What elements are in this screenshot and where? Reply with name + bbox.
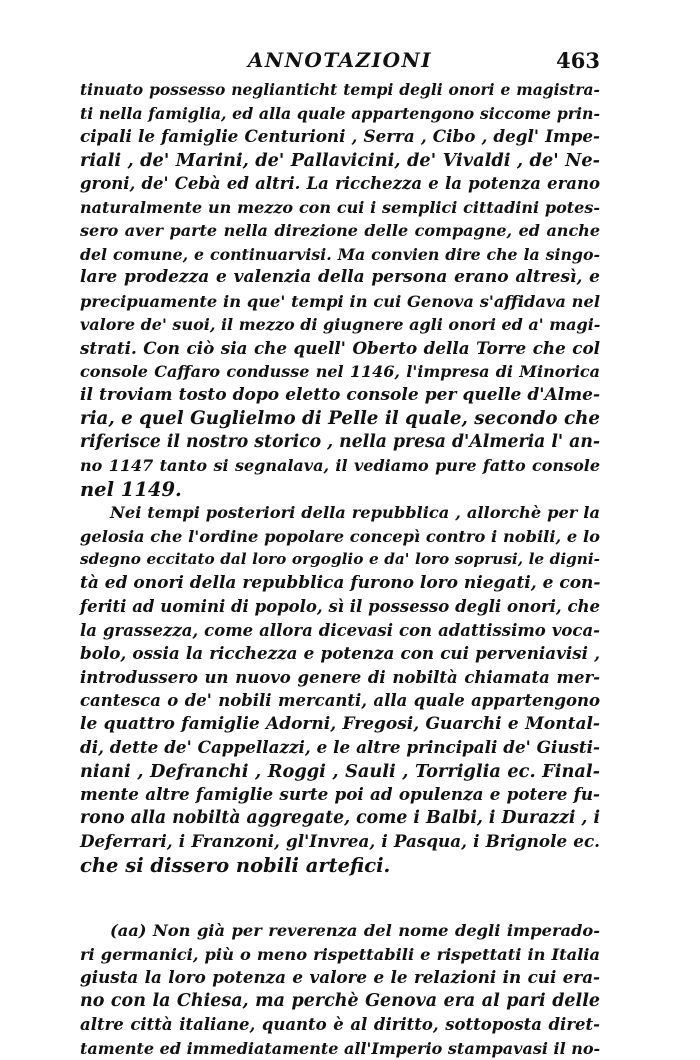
text-line: altre città italiane, quanto è al diritto, sottoposta diret- bbox=[80, 1013, 600, 1037]
annotation-aa bbox=[80, 919, 600, 1060]
text-line: il troviam tosto dopo eletto console per quelle d'Alme- bbox=[80, 384, 600, 408]
text-line: tinuato possesso neglianticht tempi degli onori e magistra- bbox=[80, 78, 600, 102]
text-line: sero aver parte nella direzione delle compagne, ed anche bbox=[80, 219, 600, 243]
text-line: ri germanici, più o meno rispettabili e rispettati in Italia bbox=[80, 943, 600, 967]
text-line: la grassezza, come allora dicevasi con adattissimo voca- bbox=[80, 619, 600, 643]
running-head: ANNOTAZIONI bbox=[80, 48, 600, 72]
page-number: 463 bbox=[556, 48, 600, 73]
body-text bbox=[80, 78, 600, 1060]
text-line: cipali le famiglie Centurioni , Serra , Cibo , degl' Impe- bbox=[80, 125, 600, 149]
text-line: (aa) Non già per reverenza del nome degli imperado- bbox=[80, 919, 600, 943]
text-line: rono alla nobiltà aggregate, come i Balbi, i Durazzi , i bbox=[80, 807, 600, 831]
text-line: no con la Chiesa, ma perchè Genova era al pari delle bbox=[80, 990, 600, 1014]
paragraph-posterior-times bbox=[80, 501, 600, 877]
text-line: Nei tempi posteriori della repubblica , allorchè per la bbox=[80, 501, 600, 525]
text-line: giusta la loro potenza e valore e le relazioni in cui era- bbox=[80, 966, 600, 990]
text-line: gelosia che l'ordine popolare concepì contro i nobili, e lo bbox=[80, 525, 600, 549]
text-line: no 1147 tanto si segnalava, il vediamo pure fatto console bbox=[80, 454, 600, 478]
text-line: di, dette de' Cappellazzi, e le altre principali de' Giusti- bbox=[80, 736, 600, 760]
paragraph-continuation bbox=[80, 78, 600, 501]
text-line: nel 1149. bbox=[80, 478, 600, 502]
text-line: tamente ed immediatamente all'Imperio stampavasi il no- bbox=[80, 1037, 600, 1060]
text-line: feriti ad uomini di popolo, sì il possesso degli onori, che bbox=[80, 595, 600, 619]
text-line: bolo, ossia la ricchezza e potenza con cui perveniavisi , bbox=[80, 642, 600, 666]
text-line: tà ed onori della repubblica furono loro niegati, e con- bbox=[80, 572, 600, 596]
text-line: del comune, e continuarvisi. Ma convien dire che la singo- bbox=[80, 243, 600, 267]
text-line: riferisce il nostro storico , nella presa d'Almeria l' an- bbox=[80, 431, 600, 455]
text-line: sdegno eccitato dal loro orgoglio e da' loro soprusi, le digni- bbox=[80, 548, 600, 572]
text-line: che si dissero nobili artefici. bbox=[80, 854, 600, 878]
page-header bbox=[80, 48, 600, 78]
text-line: groni, de' Cebà ed altri. La ricchezza e la potenza erano bbox=[80, 172, 600, 196]
text-line: strati. Con ciò sia che quell' Oberto della Torre che col bbox=[80, 337, 600, 361]
text-line: Deferrari, i Franzoni, gl'Invrea, i Pasqua, i Brignole ec. bbox=[80, 830, 600, 854]
text-line: cantesca o de' nobili mercanti, alla quale appartengono bbox=[80, 689, 600, 713]
text-line: niani , Defranchi , Roggi , Sauli , Torriglia ec. Final- bbox=[80, 760, 600, 784]
text-line: riali , de' Marini, de' Pallavicini, de' Vivaldi , de' Ne- bbox=[80, 149, 600, 173]
text-line: mente altre famiglie surte poi ad opulenza e potere fu- bbox=[80, 783, 600, 807]
text-line: ti nella famiglia, ed alla quale appartengono siccome prin- bbox=[80, 102, 600, 126]
text-line: le quattro famiglie Adorni, Fregosi, Guarchi e Montal- bbox=[80, 713, 600, 737]
text-line: precipuamente in que' tempi in cui Genova s'affidava nel bbox=[80, 290, 600, 314]
text-line: ria, e quel Guglielmo di Pelle il quale, secondo che bbox=[80, 407, 600, 431]
text-line: naturalmente un mezzo con cui i semplici cittadini potes- bbox=[80, 196, 600, 220]
text-line: lare prodezza e valenzia della persona erano altresì, e bbox=[80, 266, 600, 290]
text-line: introdussero un nuovo genere di nobiltà chiamata mer- bbox=[80, 666, 600, 690]
text-line: console Caffaro condusse nel 1146, l'impresa di Minorica bbox=[80, 360, 600, 384]
text-line: valore de' suoi, il mezzo di giugnere agli onori ed a' magi- bbox=[80, 313, 600, 337]
section-gap bbox=[80, 877, 600, 919]
